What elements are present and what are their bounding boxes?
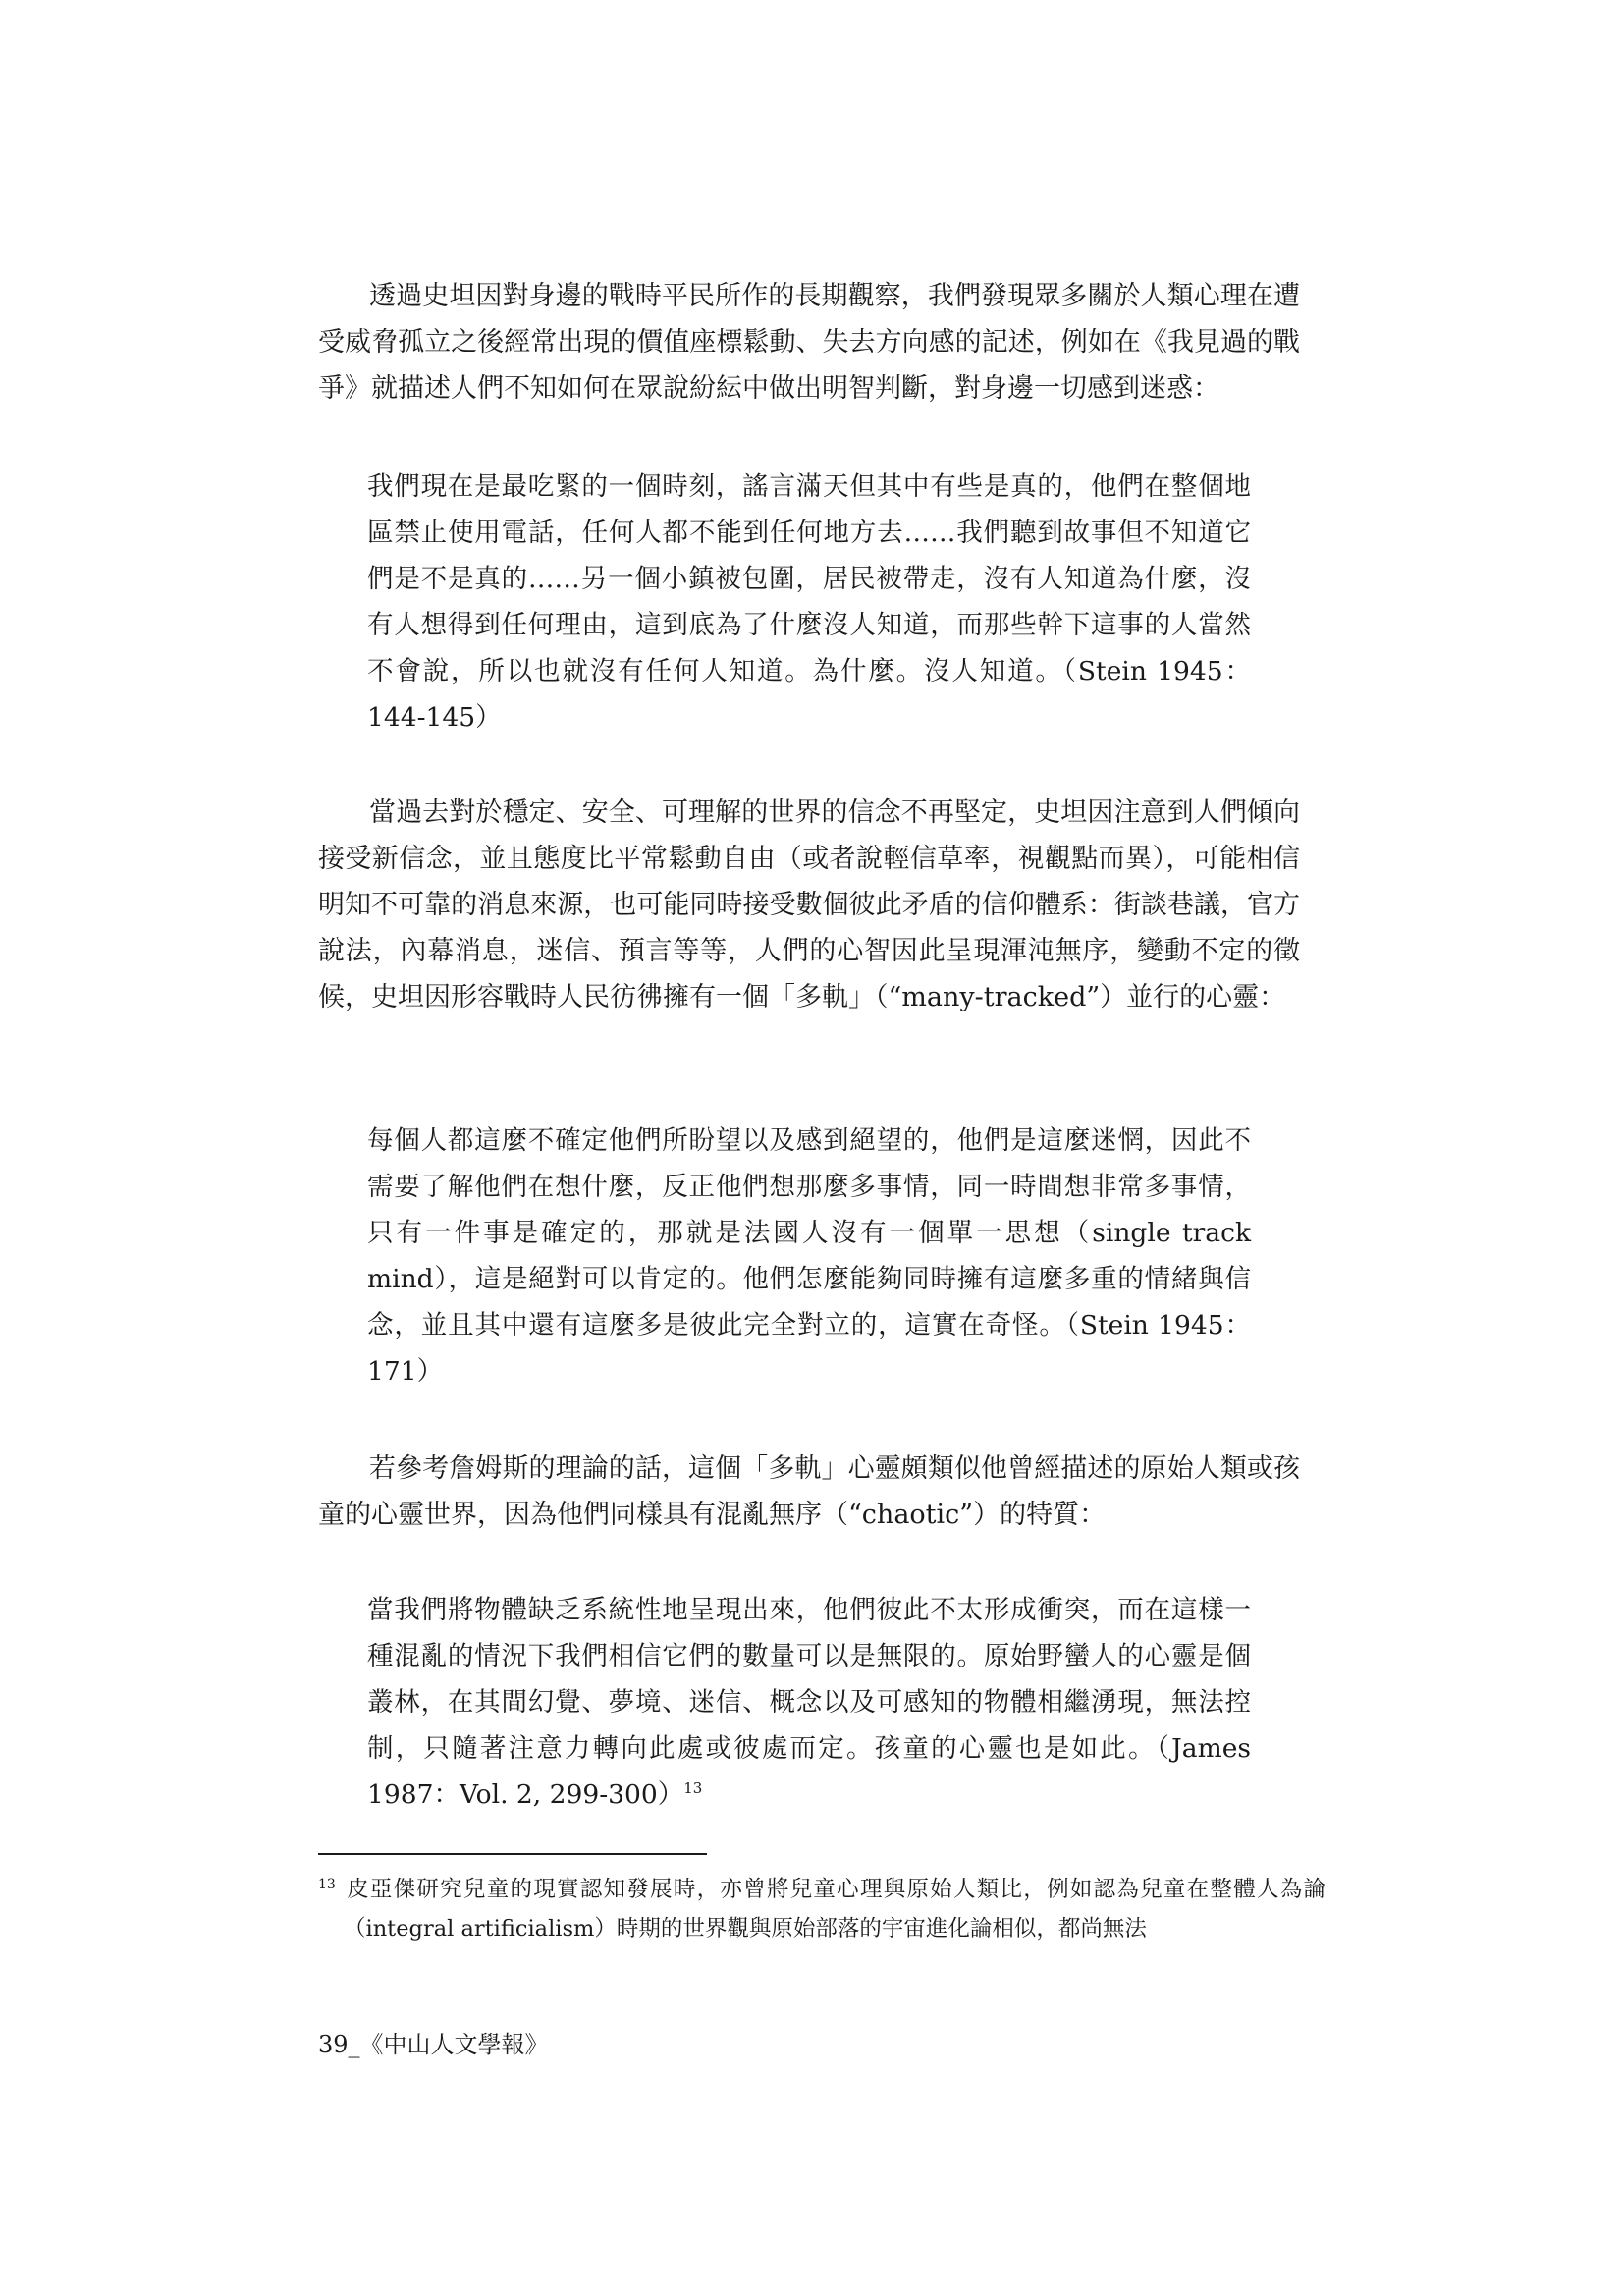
footnote-text: 皮亞傑研究兒童的現實認知發展時，亦曾將兒童心理與原始人類比，例如認為兒童在整體人為論（integral artificialism）時期的世界觀與原始部落的宇宙進化論相似，都尚無法: [344, 1877, 1325, 1941]
footnote-reference[interactable]: 13: [683, 1779, 703, 1798]
block-quote-1: 我們現在是最吃緊的一個時刻，謠言滿天但其中有些是真的，他們在整個地區禁止使用電話，任何人都不能到任何地方去……我們聽到故事但不知道它們是不是真的……另一個小鎮被包圍，居民被帶走，沒有人知道為什麼，沒有人想得到任何理由，這到底為了什麼沒人知道，而那些幹下這事的人當然不會說，所以也就沒有任何人知道。為什麼。沒人知道。（Stein 1945：144-145）: [367, 471, 1251, 733]
footnote-number: 13: [318, 1876, 336, 1892]
footnote-separator: [318, 1853, 707, 1855]
footnote: [318, 1870, 1325, 1948]
journal-title: _《中山人文學報》: [348, 2031, 549, 2058]
running-footer: [318, 2029, 549, 2060]
body-paragraph-3: 若參考詹姆斯的理論的話，這個「多軌」心靈頗類似他曾經描述的原始人類或孩童的心靈世界，因為他們同樣具有混亂無序（“chaotic”）的特質：: [318, 1453, 1300, 1530]
block-quote-3: [367, 1587, 1251, 1818]
body-paragraph-1: 透過史坦因對身邊的戰時平民所作的長期觀察，我們發現眾多關於人類心理在遭受威脅孤立之後經常出現的價值座標鬆動、失去方向感的記述，例如在《我見過的戰爭》就描述人們不知如何在眾說紛紜中做出明智判斷，對身邊一切感到迷惑：: [318, 281, 1300, 404]
page-number: 39: [318, 2031, 349, 2058]
body-paragraph-2: 當過去對於穩定、安全、可理解的世界的信念不再堅定，史坦因注意到人們傾向接受新信念，並且態度比平常鬆動自由（或者說輕信草率，視觀點而異），可能相信明知不可靠的消息來源，也可能同時接受數個彼此矛盾的信仰體系：街談巷議，官方說法，內幕消息，迷信、預言等等，人們的心智因此呈現渾沌無序，變動不定的徵候，史坦因形容戰時人民彷彿擁有一個「多軌」（“many-tracked”）並行的心靈：: [318, 797, 1300, 1012]
block-quote-3-text: 當我們將物體缺乏系統性地呈現出來，他們彼此不太形成衝突，而在這樣一種混亂的情況下我們相信它們的數量可以是無限的。原始野蠻人的心靈是個叢林，在其間幻覺、夢境、迷信、概念以及可感知的物體相繼湧現，無法控制，只隨著注意力轉向此處或彼處而定。孩童的心靈也是如此。（James 1987：Vol. 2, 299-300）: [367, 1595, 1251, 1810]
block-quote-2: 每個人都這麼不確定他們所盼望以及感到絕望的，他們是這麼迷惘，因此不需要了解他們在想什麼，反正他們想那麼多事情，同一時間想非常多事情，只有一件事是確定的，那就是法國人沒有一個單一思想（single track mind），這是絕對可以肯定的。他們怎麼能夠同時擁有這麼多重的情緒與信念，並且其中還有這麼多是彼此完全對立的，這實在奇怪。（Stein 1945：171）: [367, 1125, 1251, 1387]
